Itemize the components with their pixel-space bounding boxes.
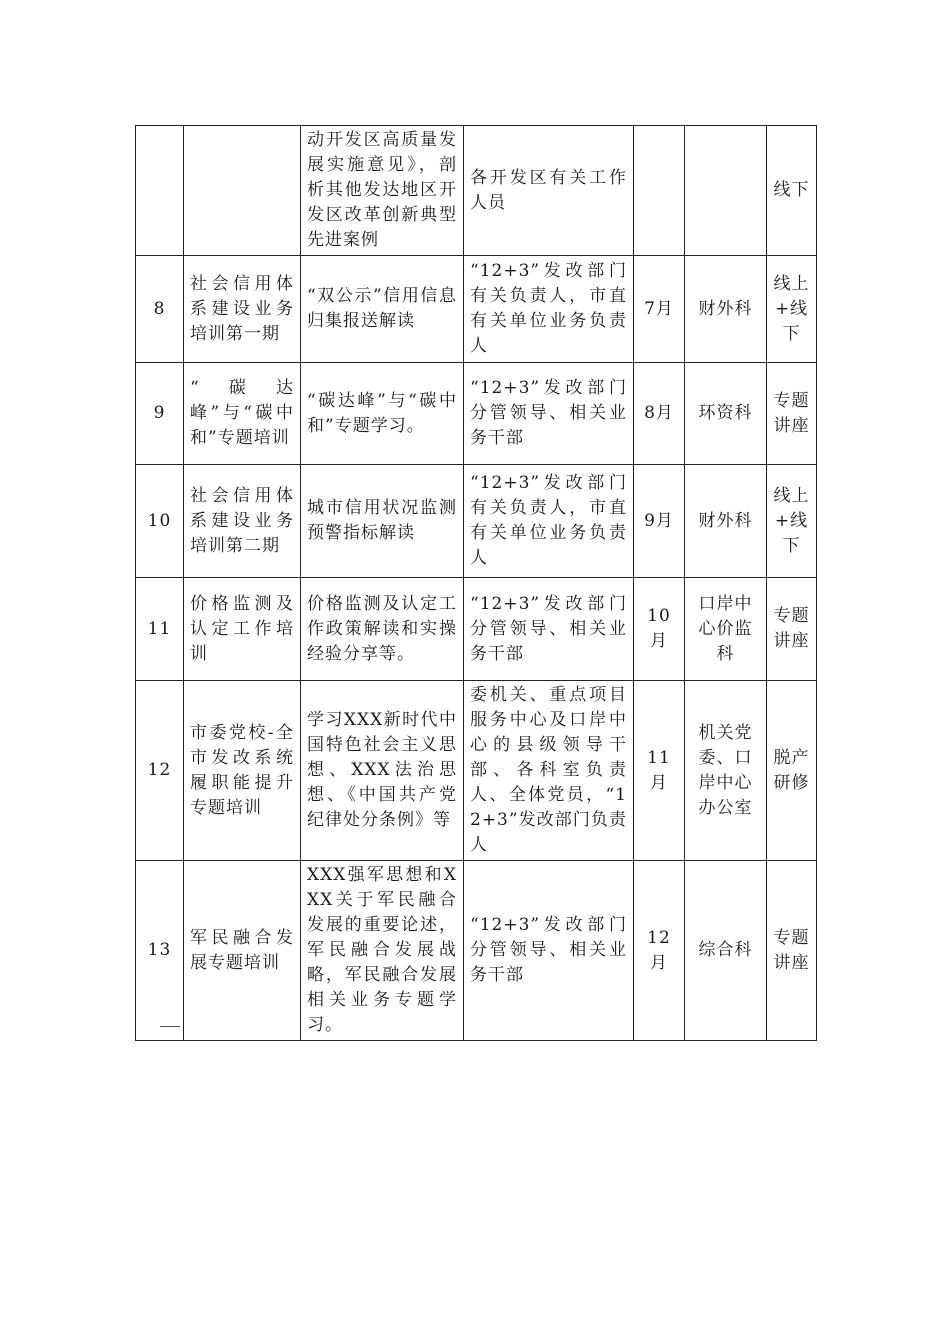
training-plan-table xyxy=(135,125,817,1041)
training-month: 8月 xyxy=(634,363,685,465)
row-number: 12 xyxy=(136,681,184,861)
table-row xyxy=(136,578,817,681)
training-month: 10月 xyxy=(634,578,685,681)
training-content: 价格监测及认定工作政策解读和实操经验分享等。 xyxy=(301,578,464,681)
training-month: 11月 xyxy=(634,681,685,861)
training-name: 价格监测及认定工作培训 xyxy=(184,578,301,681)
row-number xyxy=(136,126,184,256)
table-row xyxy=(136,861,817,1041)
table-row xyxy=(136,363,817,465)
training-target: “12+3”发改部门分管领导、相关业务干部 xyxy=(464,363,634,465)
training-target: 各开发区有关工作人员 xyxy=(464,126,634,256)
table-row xyxy=(136,126,817,256)
training-month: 7月 xyxy=(634,256,685,363)
training-content: 城市信用状况监测预警指标解读 xyxy=(301,465,464,578)
training-name: 社会信用体系建设业务培训第二期 xyxy=(184,465,301,578)
training-month: 12月 xyxy=(634,861,685,1041)
training-mode: 专题讲座 xyxy=(767,578,817,681)
training-name xyxy=(184,126,301,256)
row-number: 8 xyxy=(136,256,184,363)
row-number: 13 xyxy=(136,861,184,1041)
table-row xyxy=(136,681,817,861)
responsible-dept: 综合科 xyxy=(685,861,767,1041)
training-mode: 专题讲座 xyxy=(767,861,817,1041)
responsible-dept: 机关党委、口岸中心办公室 xyxy=(685,681,767,861)
training-mode: 专题讲座 xyxy=(767,363,817,465)
training-content: “双公示”信用信息归集报送解读 xyxy=(301,256,464,363)
training-target: “12+3”发改部门有关负责人，市直有关单位业务负责人 xyxy=(464,256,634,363)
training-mode: 线上+线下 xyxy=(767,256,817,363)
training-mode: 脱产研修 xyxy=(767,681,817,861)
row-number: 10 xyxy=(136,465,184,578)
footer-rule xyxy=(160,1026,180,1027)
row-number: 11 xyxy=(136,578,184,681)
table-row xyxy=(136,465,817,578)
training-month xyxy=(634,126,685,256)
training-target: 委机关、重点项目服务中心及口岸中心的县级领导干部、各科室负责人、全体党员，“12+3”发改部门负责人 xyxy=(464,681,634,861)
training-content: 学习XXX新时代中国特色社会主义思想、XXX法治思想、《中国共产党纪律处分条例》等 xyxy=(301,681,464,861)
training-name: 社会信用体系建设业务培训第一期 xyxy=(184,256,301,363)
training-content: XXX强军思想和XXX关于军民融合发展的重要论述，军民融合发展战略，军民融合发展相关业务专题学习。 xyxy=(301,861,464,1041)
training-name: “碳达峰”与“碳中和”专题培训 xyxy=(184,363,301,465)
training-mode: 线上+线下 xyxy=(767,465,817,578)
training-target: “12+3”发改部门有关负责人，市直有关单位业务负责人 xyxy=(464,465,634,578)
training-month: 9月 xyxy=(634,465,685,578)
training-target: “12+3”发改部门分管领导、相关业务干部 xyxy=(464,578,634,681)
row-number: 9 xyxy=(136,363,184,465)
training-content: 动开发区高质量发展实施意见》，剖析其他发达地区开发区改革创新典型先进案例 xyxy=(301,126,464,256)
responsible-dept: 口岸中心价监科 xyxy=(685,578,767,681)
responsible-dept xyxy=(685,126,767,256)
training-mode: 线下 xyxy=(767,126,817,256)
table-row xyxy=(136,256,817,363)
responsible-dept: 环资科 xyxy=(685,363,767,465)
training-content: “碳达峰”与“碳中和”专题学习。 xyxy=(301,363,464,465)
responsible-dept: 财外科 xyxy=(685,256,767,363)
training-target: “12+3”发改部门分管领导、相关业务干部 xyxy=(464,861,634,1041)
training-name: 市委党校-全市发改系统履职能提升专题培训 xyxy=(184,681,301,861)
responsible-dept: 财外科 xyxy=(685,465,767,578)
training-name: 军民融合发展专题培训 xyxy=(184,861,301,1041)
